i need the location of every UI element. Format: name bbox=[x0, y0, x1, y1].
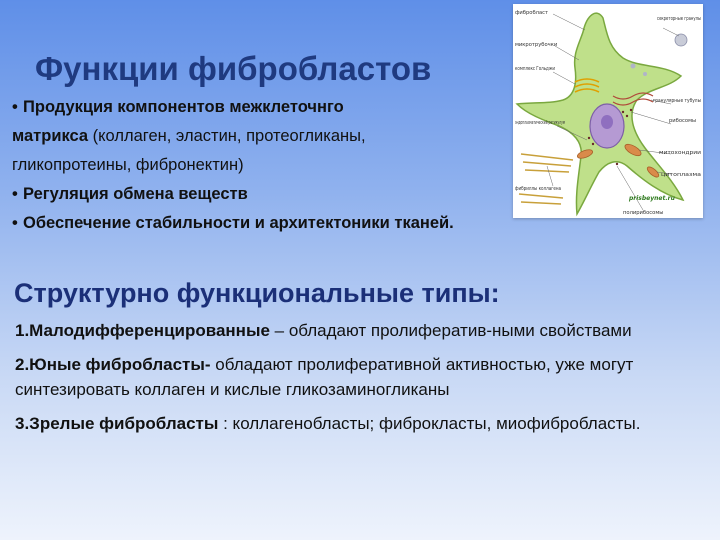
fibroblast-diagram bbox=[513, 4, 703, 218]
figure-label-granular: гранулярные тубулы bbox=[653, 98, 701, 104]
figure-label-cytoplasm: цитоплазма bbox=[661, 172, 701, 178]
function-item-3-text: Обеспечение стабильности и архитектоники тканей. bbox=[23, 214, 454, 232]
type-item-2-text: обладают пролиферативной активностью, уже могут синтезировать коллаген и кислые гликозаминогликаны bbox=[15, 355, 634, 399]
figure-label-cell: фибробласт bbox=[515, 10, 549, 16]
figure-label-er: эндоплазматический ретикулум bbox=[515, 120, 605, 126]
type-item-1-title: 1.Малодифференцированные bbox=[15, 321, 270, 340]
type-item-3-text: : коллагенобласты; фиброкласты, миофибробласты. bbox=[218, 414, 641, 433]
type-item-3-title: 3.Зрелые фибробласты bbox=[15, 414, 219, 433]
figure-site-watermark: prisbeynet.ru bbox=[629, 195, 675, 202]
figure-label-fibrils: фибриллы коллагена bbox=[515, 186, 561, 192]
fibroblast-illustration bbox=[513, 4, 703, 218]
figure-label-ribosomes: рибосомы bbox=[669, 118, 697, 124]
figure-label-microtubules: микротрубочки bbox=[515, 42, 558, 48]
type-item-1 bbox=[15, 318, 705, 343]
function-item-1-rest: (коллаген, эластин, протеогликаны, bbox=[88, 127, 366, 145]
function-item-1-line3: гликопротеины, фибронектин) bbox=[12, 156, 244, 174]
type-item-2-title: 2.Юные фибробласты- bbox=[15, 355, 211, 374]
type-item-2 bbox=[15, 352, 705, 402]
bullet-icon: • bbox=[12, 214, 18, 232]
slide-title: Функции фибробластов bbox=[35, 50, 432, 87]
function-item-1-bold-b: матрикса bbox=[12, 127, 89, 145]
figure-label-poly: полирибосомы bbox=[623, 210, 664, 216]
types-list bbox=[15, 318, 705, 445]
figure-label-golgi: комплекс Гольджи bbox=[515, 66, 555, 72]
figure-label-secretory: секреторные гранулы bbox=[657, 16, 701, 22]
types-heading: Структурно функциональные типы: bbox=[14, 278, 500, 308]
bullet-icon: • bbox=[12, 98, 18, 116]
type-item-3 bbox=[15, 411, 705, 436]
function-item-2-text: Регуляция обмена веществ bbox=[23, 185, 248, 203]
bullet-icon: • bbox=[12, 185, 18, 203]
figure-label-mito: митохондрии bbox=[659, 150, 701, 156]
function-item-1-bold: Продукция компонентов межклеточнго bbox=[23, 98, 344, 116]
type-item-1-text: – обладают пролифератив-ными свойствами bbox=[269, 321, 632, 340]
